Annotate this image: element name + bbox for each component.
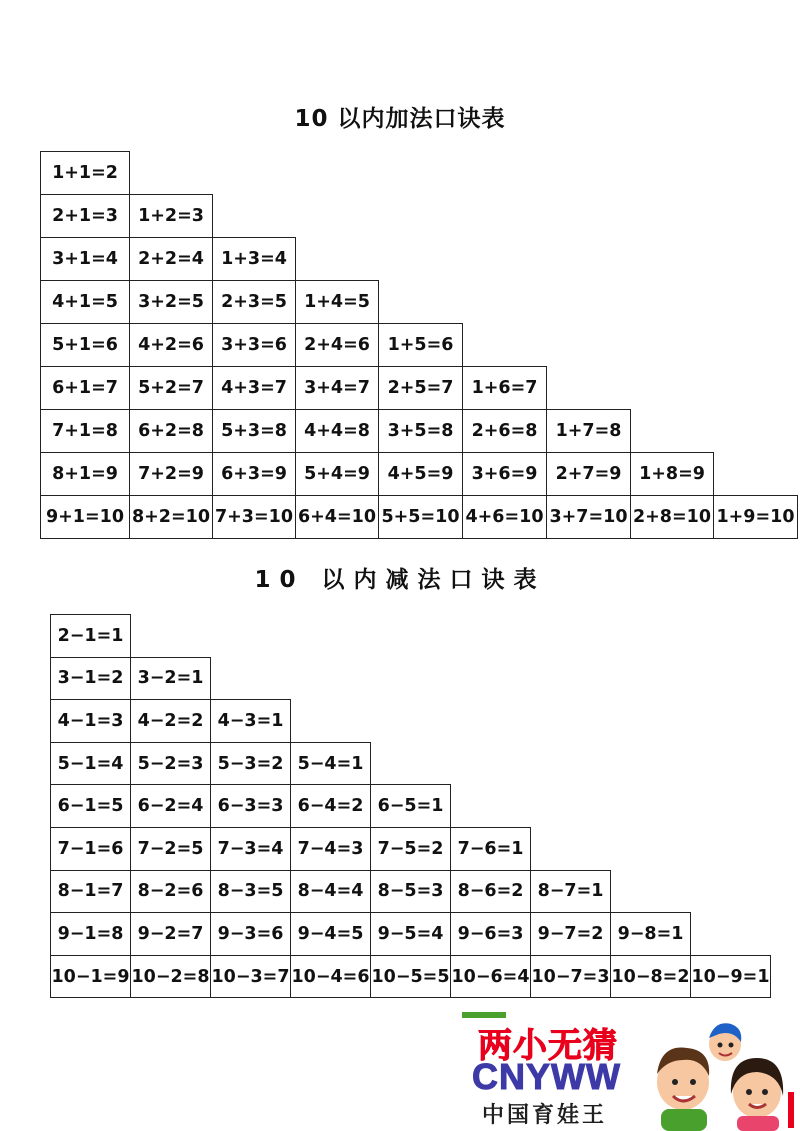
addition-cell-9-8: 2+8=10 [630,495,714,539]
subtraction-cell-9-4: 10−4=6 [290,955,371,999]
addition-cell-8-6: 3+6=9 [462,452,547,496]
subtraction-cell-5-4: 6−4=2 [290,784,371,828]
subtraction-cell-7-7: 8−7=1 [530,870,611,914]
addition-cell-4-3: 2+3=5 [212,280,296,324]
subtraction-cell-5-2: 6−2=4 [130,784,211,828]
addition-table-title: 10 以内加法口诀表 [294,106,506,132]
addition-cell-7-2: 6+2=8 [129,409,213,453]
subtraction-cell-5-5: 6−5=1 [370,784,451,828]
addition-cell-9-1: 9+1=10 [40,495,130,539]
addition-cell-6-4: 3+4=7 [295,366,379,410]
subtraction-cell-8-8: 9−8=1 [610,912,691,956]
addition-cell-2-1: 2+1=3 [40,194,130,238]
subtraction-cell-3-3: 4−3=1 [210,699,291,743]
addition-cell-9-3: 7+3=10 [212,495,296,539]
addition-cell-4-2: 3+2=5 [129,280,213,324]
subtraction-cell-2-1: 3−1=2 [50,657,131,701]
addition-cell-1-1: 1+1=2 [40,151,130,195]
subtraction-table-title: 10 以内减法口诀表 [254,567,546,593]
subtraction-cell-9-5: 10−5=5 [370,955,451,999]
subtraction-cell-5-3: 6−3=3 [210,784,291,828]
subtraction-cell-3-2: 4−2=2 [130,699,211,743]
addition-cell-9-7: 3+7=10 [546,495,631,539]
cartoon-kids-icon [645,1014,795,1131]
addition-cell-9-2: 8+2=10 [129,495,213,539]
subtraction-cell-7-5: 8−5=3 [370,870,451,914]
subtraction-cell-5-1: 6−1=5 [50,784,131,828]
subtraction-cell-1-1: 2−1=1 [50,614,131,658]
subtraction-cell-4-1: 5−1=4 [50,742,131,786]
addition-cell-6-6: 1+6=7 [462,366,547,410]
logo-subtitle: 中国育娃王 [482,1103,608,1128]
addition-cell-9-6: 4+6=10 [462,495,547,539]
addition-cell-8-4: 5+4=9 [295,452,379,496]
addition-cell-9-9: 1+9=10 [713,495,798,539]
subtraction-cell-7-3: 8−3=5 [210,870,291,914]
subtraction-cell-8-3: 9−3=6 [210,912,291,956]
addition-cell-8-2: 7+2=9 [129,452,213,496]
logo-chinese-name: 两小无猜 [478,1026,618,1066]
subtraction-cell-7-4: 8−4=4 [290,870,371,914]
subtraction-cell-6-1: 7−1=6 [50,827,131,871]
subtraction-cell-9-7: 10−7=3 [530,955,611,999]
addition-cell-5-2: 4+2=6 [129,323,213,367]
addition-cell-2-2: 1+2=3 [129,194,213,238]
addition-cell-7-7: 1+7=8 [546,409,631,453]
subtraction-cell-9-2: 10−2=8 [130,955,211,999]
subtraction-cell-9-9: 10−9=1 [690,955,771,999]
subtraction-cell-7-1: 8−1=7 [50,870,131,914]
addition-cell-8-8: 1+8=9 [630,452,714,496]
subtraction-cell-8-4: 9−4=5 [290,912,371,956]
subtraction-cell-8-2: 9−2=7 [130,912,211,956]
subtraction-cell-3-1: 4−1=3 [50,699,131,743]
addition-cell-6-5: 2+5=7 [378,366,463,410]
addition-cell-5-3: 3+3=6 [212,323,296,367]
subtraction-cell-6-3: 7−3=4 [210,827,291,871]
addition-cell-6-1: 6+1=7 [40,366,130,410]
subtraction-cell-7-2: 8−2=6 [130,870,211,914]
addition-cell-3-3: 1+3=4 [212,237,296,281]
addition-cell-6-3: 4+3=7 [212,366,296,410]
addition-cell-8-7: 2+7=9 [546,452,631,496]
subtraction-cell-2-2: 3−2=1 [130,657,211,701]
addition-cell-5-5: 1+5=6 [378,323,463,367]
addition-cell-9-5: 5+5=10 [378,495,463,539]
subtraction-cell-4-4: 5−4=1 [290,742,371,786]
addition-cell-3-2: 2+2=4 [129,237,213,281]
watermark-logo [440,1012,800,1131]
subtraction-cell-8-6: 9−6=3 [450,912,531,956]
subtraction-cell-9-1: 10−1=9 [50,955,131,999]
addition-cell-7-4: 4+4=8 [295,409,379,453]
addition-cell-6-2: 5+2=7 [129,366,213,410]
addition-cell-8-1: 8+1=9 [40,452,130,496]
logo-english-name: CNYWW [472,1056,621,1097]
addition-cell-7-1: 7+1=8 [40,409,130,453]
subtraction-cell-6-4: 7−4=3 [290,827,371,871]
subtraction-cell-8-5: 9−5=4 [370,912,451,956]
addition-cell-8-5: 4+5=9 [378,452,463,496]
subtraction-cell-9-3: 10−3=7 [210,955,291,999]
addition-cell-9-4: 6+4=10 [295,495,379,539]
addition-cell-8-3: 6+3=9 [212,452,296,496]
subtraction-cell-9-8: 10−8=2 [610,955,691,999]
subtraction-cell-9-6: 10−6=4 [450,955,531,999]
addition-cell-3-1: 3+1=4 [40,237,130,281]
subtraction-cell-6-5: 7−5=2 [370,827,451,871]
addition-cell-4-1: 4+1=5 [40,280,130,324]
subtraction-cell-4-2: 5−2=3 [130,742,211,786]
subtraction-cell-8-7: 9−7=2 [530,912,611,956]
addition-cell-5-1: 5+1=6 [40,323,130,367]
subtraction-cell-7-6: 8−6=2 [450,870,531,914]
subtraction-cell-4-3: 5−3=2 [210,742,291,786]
addition-cell-7-6: 2+6=8 [462,409,547,453]
subtraction-cell-6-6: 7−6=1 [450,827,531,871]
subtraction-cell-6-2: 7−2=5 [130,827,211,871]
addition-cell-7-5: 3+5=8 [378,409,463,453]
addition-cell-4-4: 1+4=5 [295,280,379,324]
subtraction-cell-8-1: 9−1=8 [50,912,131,956]
addition-cell-7-3: 5+3=8 [212,409,296,453]
addition-cell-5-4: 2+4=6 [295,323,379,367]
